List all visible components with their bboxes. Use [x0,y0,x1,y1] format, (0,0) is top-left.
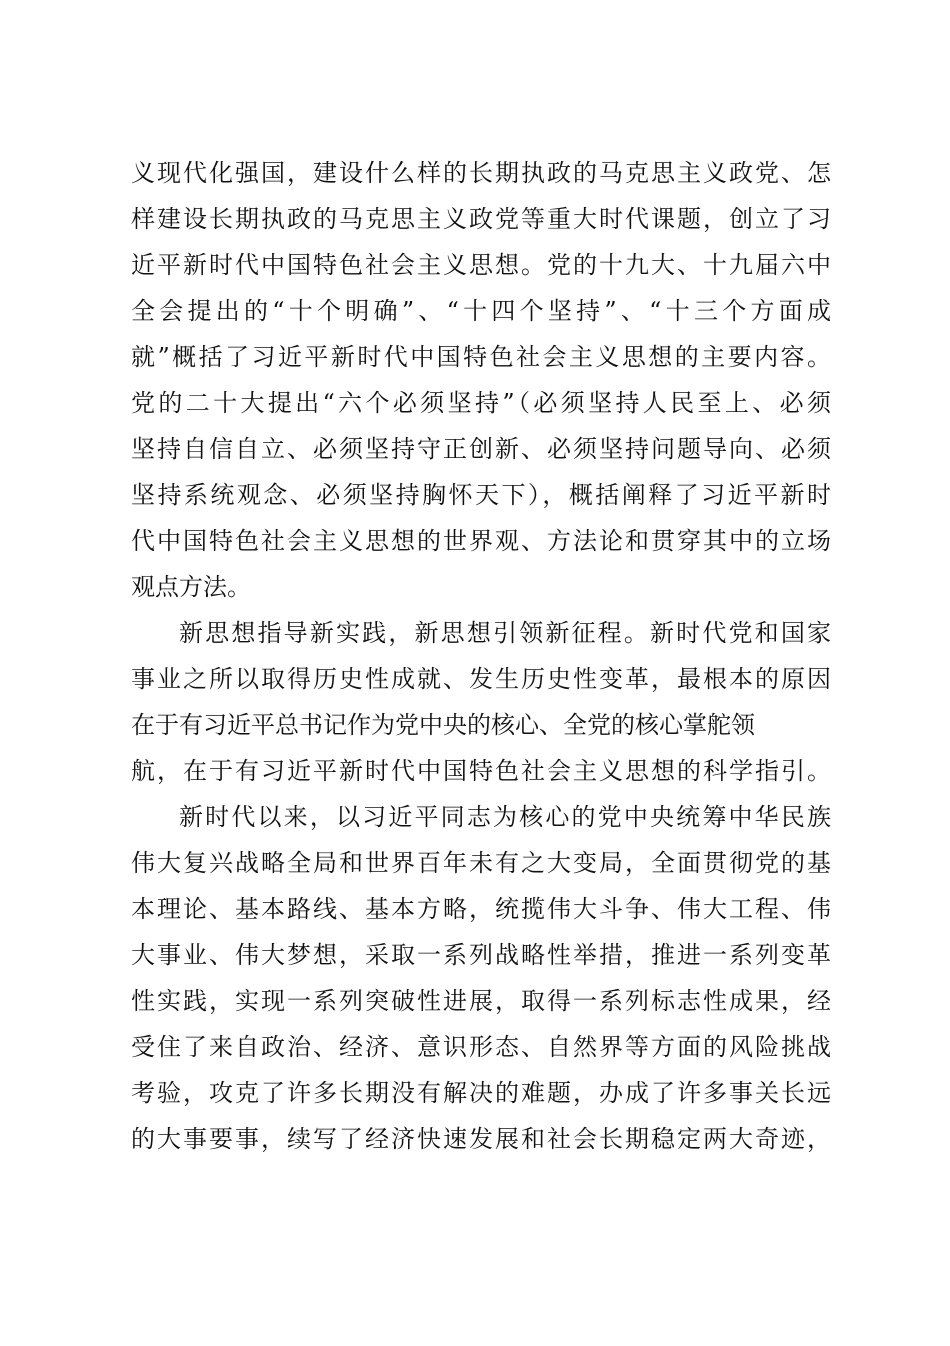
text-line: 性实践，实现一系列突破性进展，取得一系列标志性成果，经 [131,987,831,1015]
paragraph-3 [131,794,831,1162]
text-line: 大事业、伟大梦想，采取一系列战略性举措，推进一系列变革 [131,941,831,969]
text-line: 就”概括了习近平新时代中国特色社会主义思想的主要内容。 [131,343,831,371]
text-line: 考验，攻克了许多长期没有解决的难题，办成了许多事关长远 [131,1079,831,1107]
text-line: 全会提出的“十个明确”、“十四个坚持”、“十三个方面成 [131,297,831,325]
text-line: 新时代以来，以习近平同志为核心的党中央统筹中华民族 [179,803,831,831]
paragraph-2 [131,610,831,794]
text-line: 近平新时代中国特色社会主义思想。党的十九大、十九届六中 [131,251,831,279]
text-line: 在于有习近平总书记作为党中央的核心、全党的核心掌舵领 [131,711,755,739]
text-line: 本理论、基本路线、基本方略，统揽伟大斗争、伟大工程、伟 [131,895,831,923]
paragraph-1 [131,150,831,610]
text-line: 新思想指导新实践，新思想引领新征程。新时代党和国家 [179,619,831,647]
text-line: 代中国特色社会主义思想的世界观、方法论和贯穿其中的立场 [131,527,831,555]
text-line: 航，在于有习近平新时代中国特色社会主义思想的科学指引。 [131,757,831,785]
text-line: 观点方法。 [131,573,251,601]
text-line: 义现代化强国，建设什么样的长期执政的马克思主义政党、怎 [131,159,831,187]
text-line: 伟大复兴战略全局和世界百年未有之大变局，全面贯彻党的基 [131,849,831,877]
document-body [131,150,831,1162]
text-line: 事业之所以取得历史性成就、发生历史性变革，最根本的原因 [131,665,831,693]
text-line: 受住了来自政治、经济、意识形态、自然界等方面的风险挑战 [131,1033,831,1061]
text-line: 党的二十大提出“六个必须坚持”（必须坚持人民至上、必须 [131,389,831,417]
text-line: 的大事要事，续写了经济快速发展和社会长期稳定两大奇迹， [131,1125,831,1153]
text-line: 坚持自信自立、必须坚持守正创新、必须坚持问题导向、必须 [131,435,831,463]
text-line: 坚持系统观念、必须坚持胸怀天下），概括阐释了习近平新时 [131,481,831,509]
text-line: 样建设长期执政的马克思主义政党等重大时代课题，创立了习 [131,205,831,233]
